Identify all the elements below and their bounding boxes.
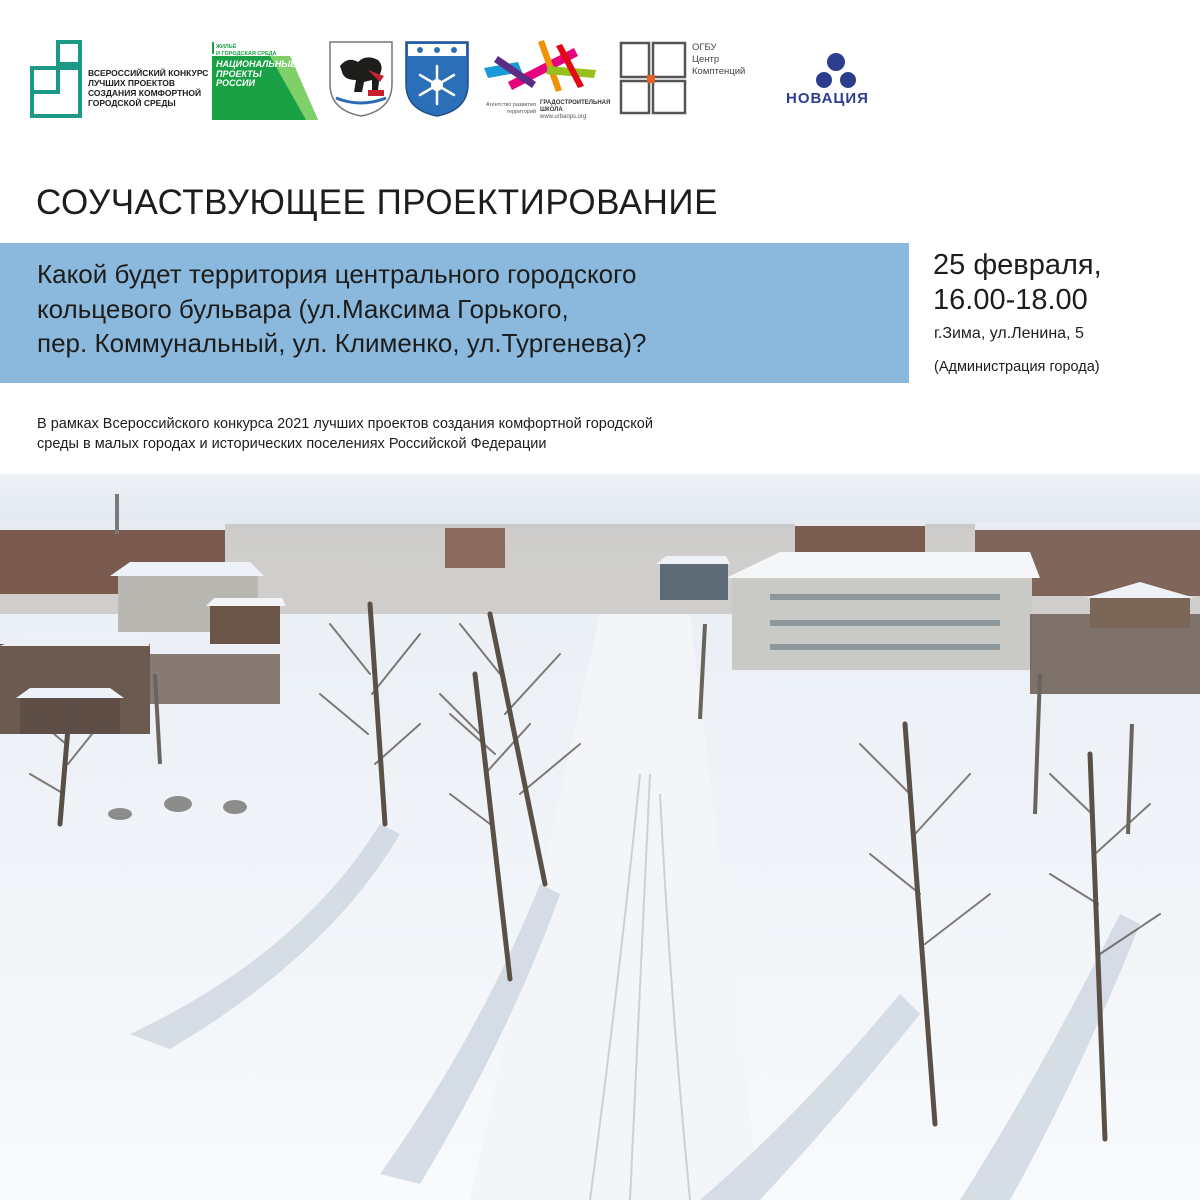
national-projects-logo — [210, 40, 320, 122]
national-projects-small-line: ЖИЛЬЁ — [216, 44, 237, 50]
contest-logo-line: ЛУЧШИХ ПРОЕКТОВ — [88, 78, 175, 88]
event-venue: (Администрация города) — [934, 359, 1100, 375]
national-projects-small-line: И ГОРОДСКАЯ СРЕДА — [216, 50, 277, 57]
event-date: 25 февраля, — [933, 249, 1102, 281]
novaciya-name: НОВАЦИЯ — [786, 90, 869, 107]
section-title: СОУЧАСТВУЮЩЕЕ ПРОЕКТИРОВАНИЕ — [36, 183, 718, 222]
question-text — [37, 257, 917, 361]
national-projects-big-line: НАЦИОНАЛЬНЫЕ — [216, 59, 297, 69]
question-line: Какой будет территория центрального городского — [37, 259, 637, 289]
contest-logo-icon — [28, 40, 88, 120]
urban-school-logo — [478, 38, 611, 128]
event-address: г.Зима, ул.Ленина, 5 — [934, 325, 1084, 342]
coat-of-arms-icon — [328, 40, 394, 118]
national-projects-big-line: ПРОЕКТЫ — [216, 68, 262, 79]
question-line: пер. Коммунальный, ул. Клименко, ул.Тургенева)? — [37, 328, 647, 358]
competence-center-logo — [618, 40, 778, 116]
subtitle-line: среды в малых городах и исторических поселениях Российской Федерации — [37, 436, 547, 452]
novaciya-logo-icon — [782, 52, 892, 92]
question-line: кольцевого бульвара (ул.Максима Горького, — [37, 293, 569, 324]
snowflake-coat-of-arms-icon — [404, 40, 470, 118]
competence-center-logo-icon — [618, 40, 688, 116]
competence-center-line: ОГБУ — [692, 42, 717, 53]
competence-center-line: Комптенций — [692, 66, 746, 77]
aerial-winter-photo — [0, 474, 1200, 1200]
contest-logo-line: ВСЕРОССИЙСКИЙ КОНКУРС — [88, 68, 209, 78]
national-projects-big-line: РОССИИ — [216, 78, 255, 88]
event-time: 16.00-18.00 — [933, 284, 1088, 316]
subtitle-line: В рамках Всероссийского конкурса 2021 лучших проектов создания комфортной городской — [37, 416, 653, 432]
subtitle — [37, 414, 653, 454]
urban-school-sub-left: Агентство развития территорий — [486, 102, 536, 115]
contest-logo — [28, 40, 208, 120]
urban-school-sub-right: ГРАДОСТРОИТЕЛЬНАЯ ШКОЛА — [540, 100, 611, 113]
novaciya-logo — [782, 52, 912, 112]
contest-logo-line: СОЗДАНИЯ КОМФОРТНОЙ — [88, 88, 202, 98]
logo-bar — [0, 0, 1200, 140]
contest-logo-line: ГОРОДСКОЙ СРЕДЫ — [88, 98, 176, 108]
urban-school-url: www.urbanps.org — [540, 114, 587, 120]
urban-school-logo-icon — [478, 38, 602, 98]
competence-center-line: Центр — [692, 54, 720, 65]
